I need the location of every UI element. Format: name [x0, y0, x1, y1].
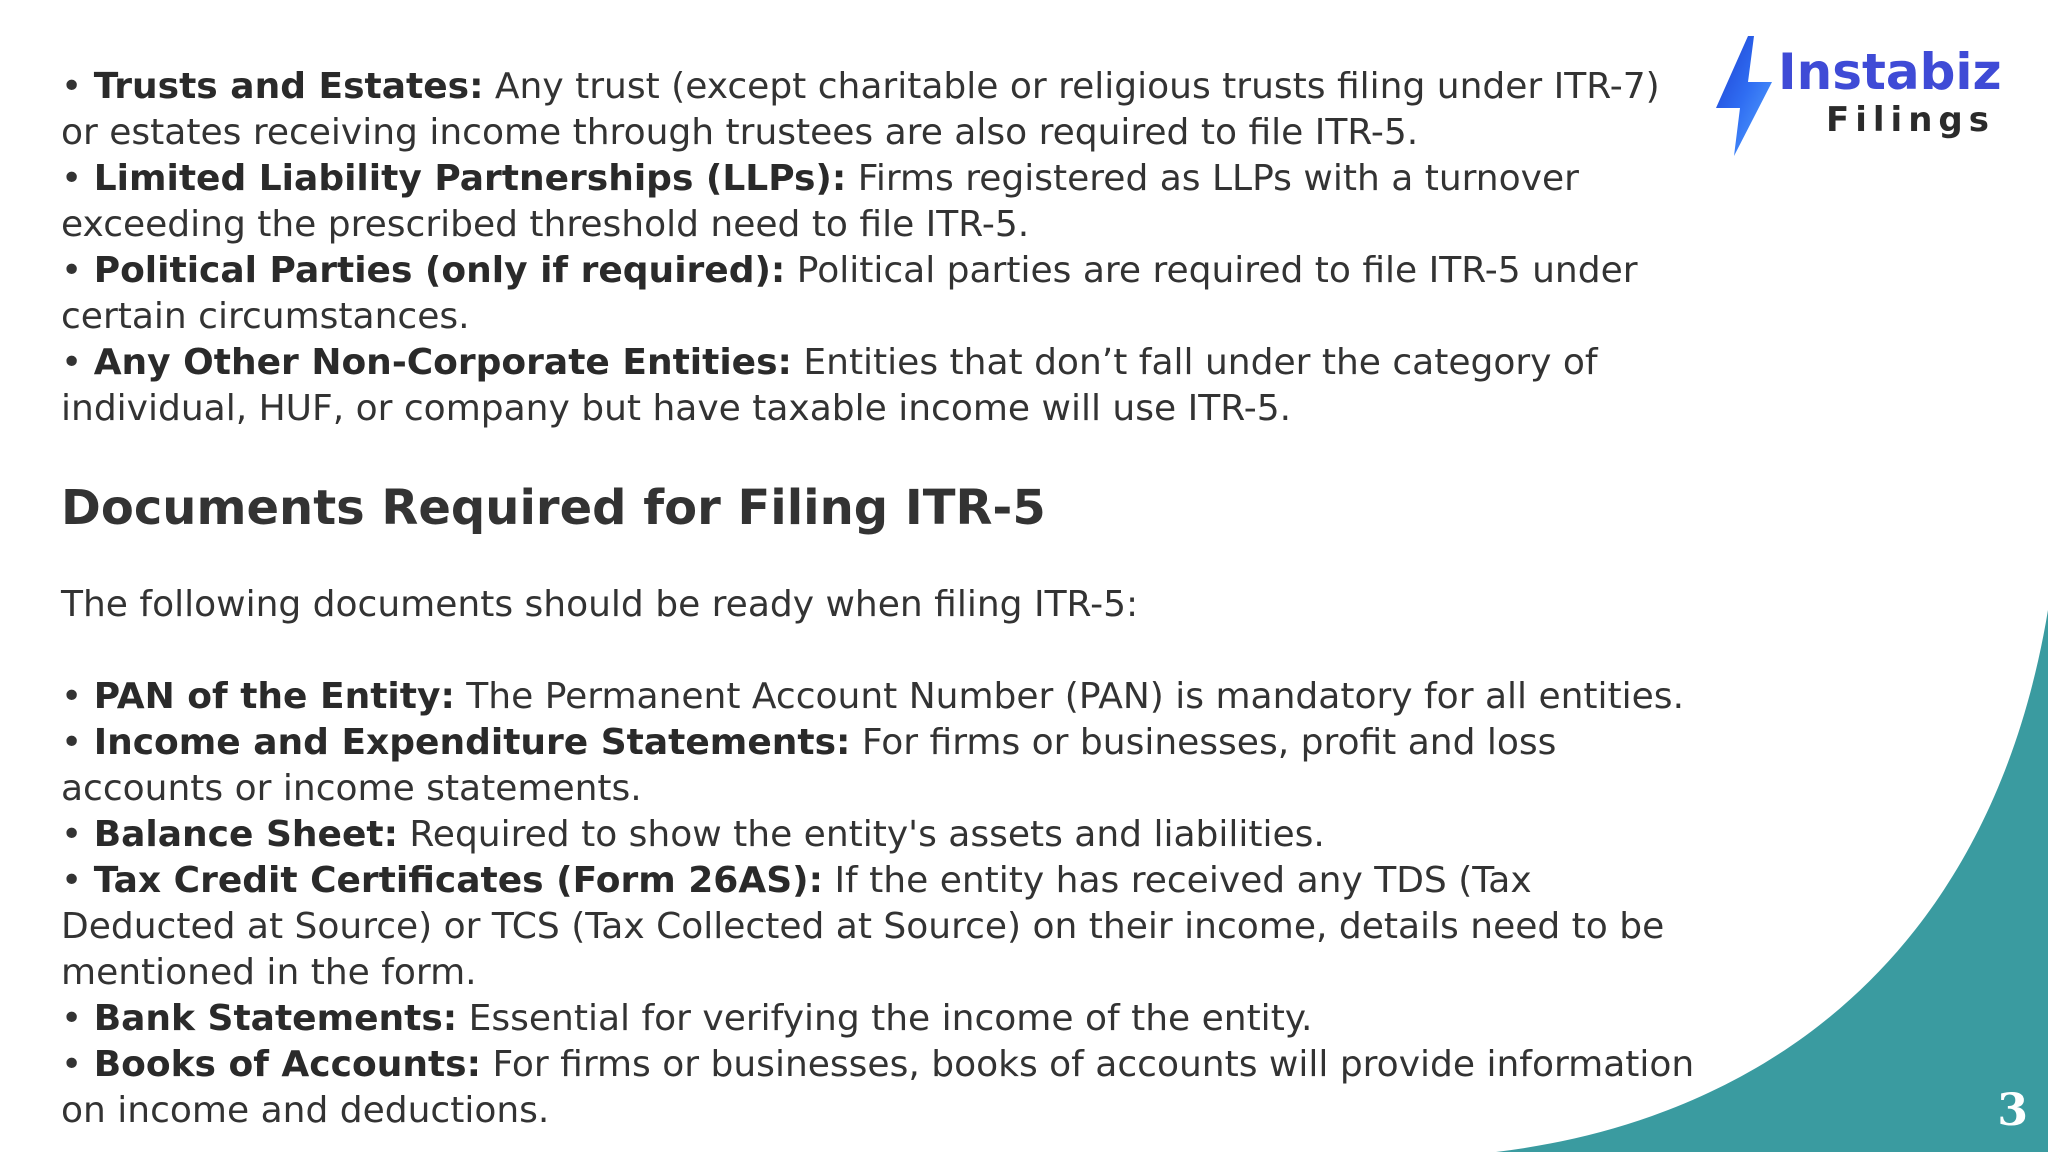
- list-item: • Balance Sheet: Required to show the entity's assets and liabilities.: [61, 814, 1325, 855]
- list-item-lead: Income and Expenditure Statements:: [93, 722, 851, 763]
- list-item-lead: Any Other Non-Corporate Entities:: [93, 342, 792, 383]
- list-item-lead: Books of Accounts:: [93, 1044, 481, 1085]
- list-item-lead: Tax Credit Certificates (Form 26AS):: [93, 860, 823, 901]
- list-item: • PAN of the Entity: The Permanent Account Number (PAN) is mandatory for all entities.: [61, 676, 1685, 717]
- logo-brand-line-2: Filings: [1826, 100, 1995, 140]
- list-item-text: Political parties are required to file ITR-5 under certain circumstances.: [61, 250, 1638, 337]
- documents-list: [61, 674, 1701, 1134]
- list-item-text: Entities that don’t fall under the category of individual, HUF, or company but have taxable income will use ITR-5.: [61, 342, 1598, 429]
- list-item-lead: Balance Sheet:: [93, 814, 398, 855]
- list-item: • Tax Credit Certificates (Form 26AS): If the entity has received any TDS (Tax Deducted at Source) or TCS (Tax Collected at Source) on their income, details need to be mentioned in the form.: [61, 860, 1665, 993]
- list-item: • Any Other Non-Corporate Entities: Entities that don’t fall under the category of individual, HUF, or company but have taxable income will use ITR-5.: [61, 342, 1598, 429]
- list-item-text: Required to show the entity's assets and liabilities.: [397, 814, 1325, 855]
- section-heading: Documents Required for Filing ITR-5: [61, 480, 1046, 536]
- lightning-bolt-icon: [1710, 34, 1776, 158]
- page-number: 3: [1997, 1085, 2028, 1136]
- slide-content: [61, 64, 1701, 1134]
- list-item-text: Any trust (except charitable or religious trusts filing under ITR-7) or estates receiving income through trustees are also required to file ITR-5.: [61, 66, 1660, 153]
- list-item-text: Firms registered as LLPs with a turnover exceeding the prescribed threshold need to file ITR-5.: [61, 158, 1579, 245]
- list-item: • Bank Statements: Essential for verifying the income of the entity.: [61, 998, 1313, 1039]
- instabiz-filings-logo: [1710, 34, 2000, 164]
- list-item-text: For firms or businesses, books of accounts will provide information on income and deductions.: [61, 1044, 1695, 1131]
- list-item-text: Essential for verifying the income of the entity.: [457, 998, 1313, 1039]
- list-item-lead: Limited Liability Partnerships (LLPs):: [93, 158, 847, 199]
- list-item-text: For firms or businesses, profit and loss accounts or income statements.: [61, 722, 1557, 809]
- list-item-text: The Permanent Account Number (PAN) is mandatory for all entities.: [454, 676, 1685, 717]
- list-item: • Books of Accounts: For firms or businesses, books of accounts will provide information on income and deductions.: [61, 1044, 1695, 1131]
- section-intro: The following documents should be ready when filing ITR-5:: [61, 584, 1139, 625]
- list-item-lead: Political Parties (only if required):: [93, 250, 786, 291]
- list-item-lead: Trusts and Estates:: [93, 66, 484, 107]
- eligibility-list: [61, 64, 1701, 432]
- list-item: • Trusts and Estates: Any trust (except charitable or religious trusts filing under ITR-7) or estates receiving income through trustees are also required to file ITR-5.: [61, 66, 1660, 153]
- list-item-text: If the entity has received any TDS (Tax Deducted at Source) or TCS (Tax Collected at Source) on their income, details need to be mentioned in the form.: [61, 860, 1665, 993]
- logo-brand-line-1: Instabiz: [1778, 43, 2002, 101]
- list-item: • Limited Liability Partnerships (LLPs): Firms registered as LLPs with a turnover exceeding the prescribed threshold need to file ITR-5.: [61, 158, 1579, 245]
- list-item: • Income and Expenditure Statements: For firms or businesses, profit and loss accounts or income statements.: [61, 722, 1557, 809]
- list-item-lead: PAN of the Entity:: [93, 676, 455, 717]
- list-item: • Political Parties (only if required): Political parties are required to file ITR-5 under certain circumstances.: [61, 250, 1638, 337]
- list-item-lead: Bank Statements:: [93, 998, 458, 1039]
